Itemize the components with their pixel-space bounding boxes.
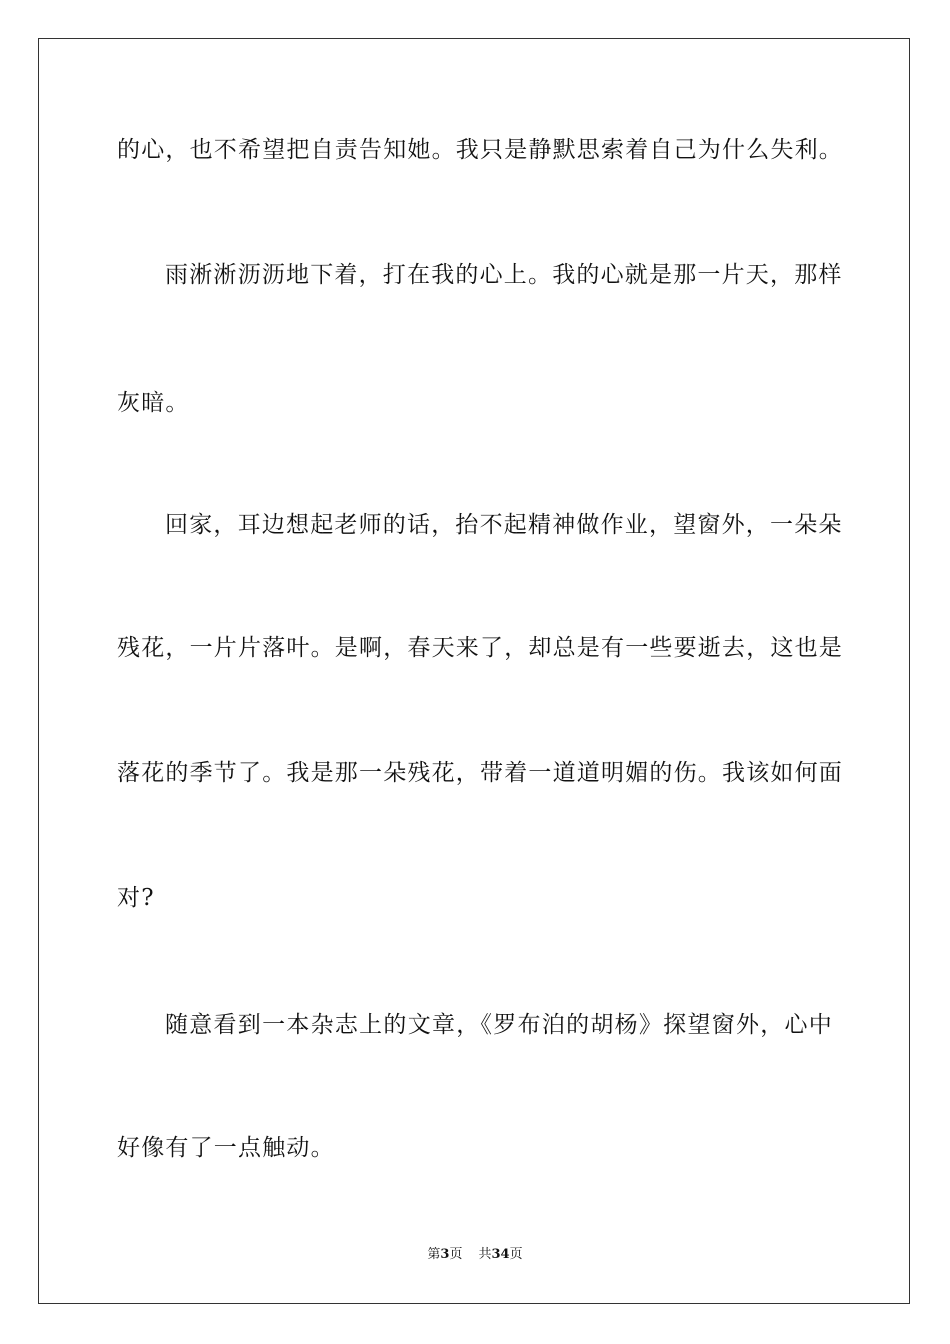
text-line: 雨淅淅沥沥地下着，打在我的心上。我的心就是那一片天，那样 — [165, 262, 843, 288]
total-label-suffix: 页 — [509, 1247, 523, 1262]
text-line: 对? — [117, 885, 155, 911]
text-line: 残花，一片片落叶。是啊，春天来了，却总是有一些要逝去，这也是 — [117, 635, 843, 661]
text-line: 灰暗。 — [117, 390, 190, 416]
page-label-prefix: 第 — [427, 1247, 441, 1262]
total-pages: 34 — [491, 1247, 510, 1262]
text-line: 随意看到一本杂志上的文章，《罗布泊的胡杨》探望窗外，心中 — [165, 1012, 833, 1038]
total-label-prefix: 共 — [478, 1247, 492, 1262]
page-label-suffix: 页 — [449, 1247, 463, 1262]
page-number: 3 — [440, 1247, 450, 1262]
text-line: 的心，也不希望把自责告知她。我只是静默思索着自己为什么失利。 — [117, 137, 843, 163]
page-footer — [0, 1246, 950, 1264]
text-line: 落花的季节了。我是那一朵残花，带着一道道明媚的伤。我该如何面 — [117, 760, 843, 786]
text-line: 回家，耳边想起老师的话，抬不起精神做作业，望窗外，一朵朵 — [165, 512, 843, 538]
text-line: 好像有了一点触动。 — [117, 1135, 335, 1161]
page-border — [38, 38, 910, 1304]
